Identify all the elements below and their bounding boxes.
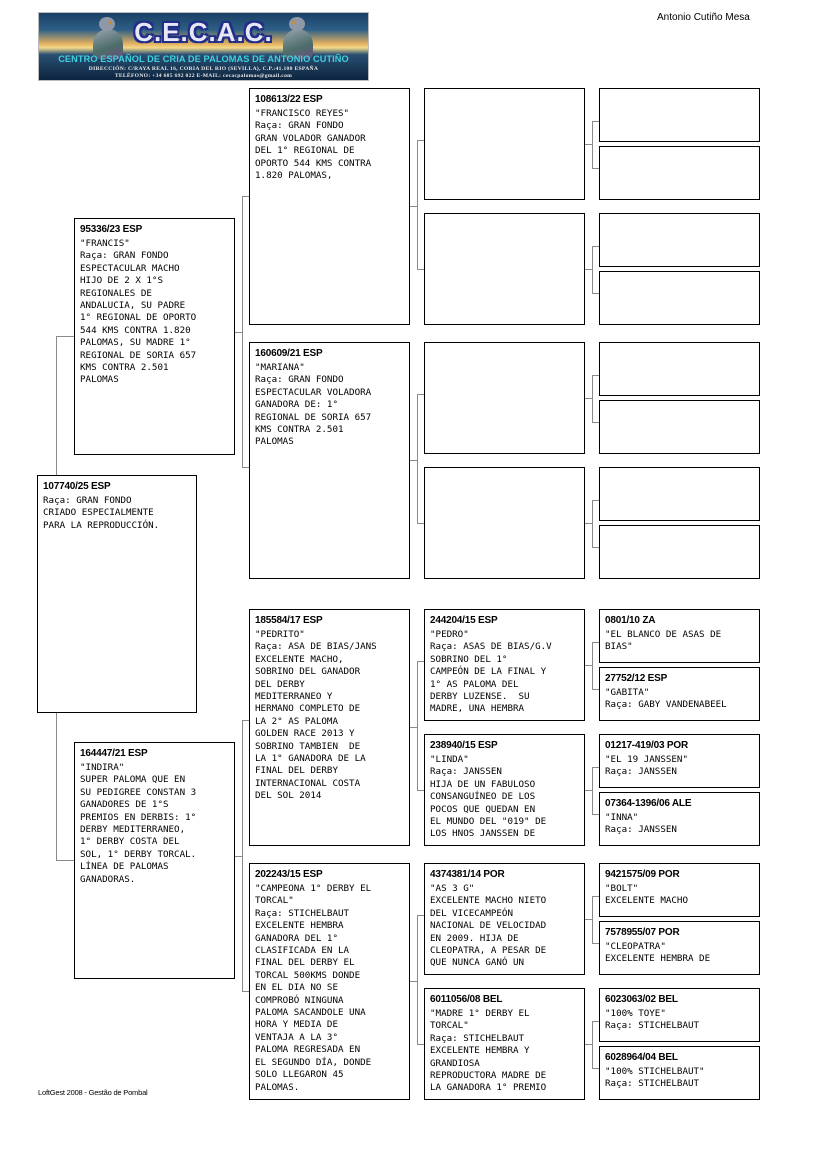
bird-description-line: Raça: STICHELBAUT — [255, 907, 350, 919]
connector-line — [592, 168, 599, 169]
bird-description-line: LOS HNOS JANSSEN DE — [430, 828, 536, 840]
connector-line — [235, 332, 242, 333]
connector-line — [592, 896, 599, 897]
gen4-box[interactable] — [599, 271, 760, 325]
connector-line — [592, 943, 599, 944]
connector-line — [592, 375, 593, 422]
gen4-box[interactable] — [599, 213, 760, 267]
bird-description-line: PALOMAS — [80, 374, 119, 386]
ring-number: 202243/15 ESP — [255, 869, 323, 880]
connector-line — [585, 1044, 592, 1045]
bird-description-first-line: "MADRE 1° DERBY EL — [430, 1008, 530, 1019]
connector-line — [417, 140, 424, 141]
ring-number: 164447/21 ESP — [80, 748, 148, 759]
bird-description-line: ANDALUCIA, SU PADRE — [80, 300, 186, 312]
bird-description-line: TORCAL" — [430, 1020, 469, 1032]
bird-description-line: Raça: JANSSEN — [605, 766, 677, 778]
bird-description-line: PALOMAS, SU MADRE 1° — [80, 337, 191, 349]
ring-number: 6028964/04 BEL — [605, 1052, 678, 1063]
bird-description-first-line: "100% STICHELBAUT" — [605, 1066, 705, 1077]
bird-description-line: REGIONALES DE — [80, 287, 152, 299]
ring-number: 238940/15 ESP — [430, 740, 498, 751]
bird-description-line: Raça: JANSSEN — [605, 824, 677, 836]
ring-number: 244204/15 ESP — [430, 615, 498, 626]
connector-line — [592, 1021, 599, 1022]
bird-description-line: INTERNACIONAL COSTA — [255, 777, 361, 789]
bird-description-line: 1.820 PALOMAS, — [255, 170, 333, 182]
bird-description-line: DERBY MEDITERRANEO, — [80, 824, 186, 836]
logo-address: DIRECCIÓN: C/RAYA REAL 16, CORIA DEL RIO (SEVILLA), C.P.:41.100 ESPAÑA — [88, 66, 319, 72]
bird-description-line: Raça: ASA DE BIAS/JANS — [255, 641, 377, 653]
connector-line — [592, 500, 599, 501]
gen3-box[interactable] — [424, 88, 585, 200]
connector-line — [592, 293, 599, 294]
bird-description-line: MEDITERRANEO Y — [255, 691, 333, 703]
bird-description-line: TORCAL 500KMS DONDE — [255, 969, 361, 981]
footer-software-credit: LoftGest 2008 - Gestão de Pombal — [38, 1088, 148, 1097]
connector-line — [417, 140, 418, 269]
bird-description-line: POCOS QUE QUEDAN EN — [430, 803, 536, 815]
bird-description-line: PALOMA REGRESADA EN — [255, 1044, 361, 1056]
bird-description-line: MADRE, UNA HEMBRA — [430, 703, 525, 715]
bird-description-line: EN EL DIA NO SE — [255, 982, 338, 994]
gen3-box[interactable] — [424, 342, 585, 454]
bird-description-line: EXCELENTE MACHO NIETO — [430, 895, 547, 907]
bird-description-line: GANADORES DE 1°S — [80, 799, 169, 811]
connector-line — [242, 991, 249, 992]
bird-description-line: Raça: STICHELBAUT — [430, 1032, 525, 1044]
bird-description-line: LA GANADORA 1° PREMIO — [430, 1082, 547, 1094]
bird-description-line: GRAN VOLADOR GANADOR — [255, 132, 366, 144]
connector-line — [410, 460, 417, 461]
bird-description-line: CLEOPATRA, A PESAR DE — [430, 945, 547, 957]
connector-line — [417, 661, 424, 662]
connector-line — [585, 665, 592, 666]
gen4-box[interactable] — [599, 1046, 760, 1100]
connector-line — [242, 720, 243, 992]
bird-description-line: PALOMA SACANDOLE UNA — [255, 1007, 366, 1019]
bird-description-line: OPORTO 544 KMS CONTRA — [255, 157, 372, 169]
bird-description-line: Raça: GRAN FONDO — [80, 250, 169, 262]
bird-description-line: KMS CONTRA 2.501 — [80, 362, 169, 374]
connector-line — [592, 246, 593, 293]
ring-number: 6011056/08 BEL — [430, 994, 503, 1005]
bird-description-first-line: "GABITA" — [605, 687, 650, 698]
bird-description-first-line: "100% TOYE" — [605, 1008, 666, 1019]
dam-dam-box[interactable] — [249, 863, 410, 1100]
gen4-box[interactable] — [599, 921, 760, 975]
bird-description-first-line: "INNA" — [605, 812, 639, 823]
bird-description-first-line: "PEDRITO" — [255, 629, 305, 640]
ring-number: 185584/17 ESP — [255, 615, 323, 626]
connector-line — [242, 467, 249, 468]
ring-number: 107740/25 ESP — [43, 481, 111, 492]
bird-description-line: Raça: STICHELBAUT — [605, 1078, 700, 1090]
gen4-box[interactable] — [599, 342, 760, 396]
bird-description-line: GOLDEN RACE 2013 Y — [255, 728, 355, 740]
connector-line — [592, 642, 599, 643]
ring-number: 01217-419/03 POR — [605, 740, 688, 751]
bird-description-line: DEL DERBY — [255, 678, 305, 690]
bird-description-line: SOBRINO TAMBIEN DE — [255, 740, 361, 752]
connector-line — [417, 1044, 424, 1045]
connector-line — [592, 547, 599, 548]
logo-title: C.E.C.A.C. — [134, 17, 273, 47]
connector-line — [417, 269, 424, 270]
bird-description-first-line: "BOLT" — [605, 883, 639, 894]
gen3-box[interactable] — [424, 734, 585, 846]
ring-number: 27752/12 ESP — [605, 673, 668, 684]
bird-description-line: CRIADO ESPECIALMENTE — [43, 507, 154, 519]
bird-description-line: GANADORAS. — [80, 873, 136, 885]
dam-sire-box[interactable] — [249, 609, 410, 846]
gen3-box[interactable] — [424, 863, 585, 975]
connector-line — [56, 713, 57, 861]
connector-line — [592, 375, 599, 376]
bird-description-line: PALOMAS — [255, 436, 294, 448]
connector-line — [417, 915, 424, 916]
bird-description-first-line: "LINDA" — [430, 754, 469, 765]
connector-line — [417, 523, 424, 524]
bird-description-line: EXCELENTE HEMBRA — [255, 920, 344, 932]
bird-description-line: DEL VICECAMPEÓN — [430, 907, 513, 919]
bird-description-line: DEL SOL 2014 — [255, 790, 322, 802]
gen3-box[interactable] — [424, 988, 585, 1100]
bird-description-first-line: "CAMPEONA 1° DERBY EL — [255, 883, 372, 894]
bird-description-line: LÍNEA DE PALOMAS — [80, 861, 169, 873]
bird-description-line: EL SEGUNDO DÍA, DONDE — [255, 1056, 372, 1068]
bird-description-line: LA 1° GANADORA DE LA — [255, 753, 366, 765]
connector-line — [592, 246, 599, 247]
connector-line — [417, 915, 418, 1044]
gen3-box[interactable] — [424, 609, 585, 721]
connector-line — [410, 727, 417, 728]
ring-number: 108613/22 ESP — [255, 94, 323, 105]
gen4-box[interactable] — [599, 734, 760, 788]
bird-description-line: GANADORA DEL 1° — [255, 932, 338, 944]
connector-line — [592, 500, 593, 547]
connector-line — [592, 814, 599, 815]
bird-description-line: Raça: GRAN FONDO — [255, 120, 344, 132]
ring-number: 4374381/14 POR — [430, 869, 505, 880]
bird-description-first-line: "PEDRO" — [430, 629, 469, 640]
connector-line — [56, 336, 57, 475]
bird-description-line: EN 2009. HIJA DE — [430, 932, 519, 944]
bird-description-first-line: "EL 19 JANSSEN" — [605, 754, 688, 765]
bird-description-line: SUPER PALOMA QUE EN — [80, 774, 186, 786]
connector-line — [592, 767, 599, 768]
gen4-box[interactable] — [599, 863, 760, 917]
bird-description-line: CLASIFICADA EN LA — [255, 945, 350, 957]
bird-description-line: EXCELENTE MACHO — [605, 895, 688, 907]
bird-description-first-line: "AS 3 G" — [430, 883, 475, 894]
bird-description-first-line: "FRANCISCO REYES" — [255, 108, 350, 119]
ring-number: 95336/23 ESP — [80, 224, 143, 235]
subject-box[interactable] — [37, 475, 197, 713]
logo-phone: TELÉFONO: +34 685 692 022 E-MAIL: cecacpalomas@gmail.com — [114, 73, 293, 79]
bird-description-line: NACIONAL DE VELOCIDAD — [430, 920, 547, 932]
gen4-box[interactable] — [599, 667, 760, 721]
bird-description-first-line: "MARIANA" — [255, 362, 305, 373]
ring-number: 160609/21 ESP — [255, 348, 323, 359]
bird-description-first-line: Raça: GRAN FONDO — [43, 495, 132, 506]
bird-description-line: CAMPEÓN DE LA FINAL Y — [430, 666, 547, 678]
gen4-box[interactable] — [599, 400, 760, 454]
bird-description-line: REGIONAL DE SORIA 657 — [255, 411, 372, 423]
bird-description-line: ESPECTACULAR MACHO — [80, 262, 180, 274]
bird-description-line: SOLO LLEGARON 45 — [255, 1069, 344, 1081]
logo-subtitle: CENTRO ESPAÑOL DE CRIA DE PALOMAS DE ANTONIO CUTIÑO — [58, 54, 349, 64]
bird-description-line: 1° AS PALOMA DEL — [430, 678, 519, 690]
bird-description-line: SU PEDIGREE CONSTAN 3 — [80, 786, 197, 798]
cecac-logo-banner — [38, 12, 369, 81]
connector-line — [592, 767, 593, 814]
connector-line — [592, 121, 599, 122]
bird-description-line: ESPECTACULAR VOLADORA — [255, 386, 372, 398]
connector-line — [592, 689, 599, 690]
owner-name: Antonio Cutiño Mesa — [657, 12, 750, 23]
bird-description-line: BIAS" — [605, 641, 633, 653]
bird-description-line: 1° REGIONAL DE OPORTO — [80, 312, 197, 324]
gen4-box[interactable] — [599, 792, 760, 846]
bird-description-line: Raça: GRAN FONDO — [255, 374, 344, 386]
bird-description-line: HIJA DE UN FABULOSO — [430, 778, 536, 790]
bird-description-line: EXCELENTE HEMBRA DE — [605, 953, 711, 965]
connector-line — [417, 394, 418, 523]
bird-description-line: EL MUNDO DEL "019" DE — [430, 816, 547, 828]
connector-line — [56, 860, 74, 861]
connector-line — [592, 1068, 599, 1069]
bird-description-line: VENTAJA A LA 3° — [255, 1031, 338, 1043]
connector-line — [585, 523, 592, 524]
connector-line — [242, 196, 249, 197]
bird-description-line: CONSANGUÍNEO DE LOS — [430, 791, 536, 803]
connector-line — [417, 661, 418, 790]
bird-description-line: Raça: JANSSEN — [430, 766, 502, 778]
connector-line — [585, 144, 592, 145]
connector-line — [585, 919, 592, 920]
bird-description-first-line: "FRANCIS" — [80, 238, 130, 249]
bird-description-line: Raça: STICHELBAUT — [605, 1020, 700, 1032]
bird-description-first-line: "CLEOPATRA" — [605, 941, 666, 952]
connector-line — [592, 896, 593, 943]
gen4-box[interactable] — [599, 467, 760, 521]
bird-description-line: GRANDIOSA — [430, 1057, 480, 1069]
bird-description-line: EXCELENTE HEMBRA Y — [430, 1045, 530, 1057]
dam-box[interactable] — [74, 742, 235, 979]
connector-line — [592, 642, 593, 689]
bird-description-line: GANADORA DE: 1° — [255, 399, 338, 411]
connector-line — [417, 394, 424, 395]
connector-line — [410, 981, 417, 982]
bird-description-first-line: "EL BLANCO DE ASAS DE — [605, 629, 722, 640]
bird-description-line: 1° DERBY COSTA DEL — [80, 836, 180, 848]
connector-line — [585, 269, 592, 270]
bird-description-line: HORA Y MEDIA DE — [255, 1019, 338, 1031]
bird-description-line: Raça: ASAS DE BIAS/G.V — [430, 641, 552, 653]
bird-description-line: KMS CONTRA 2.501 — [255, 424, 344, 436]
sire-box[interactable] — [74, 218, 235, 455]
bird-description-line: SOBRINO DEL GANADOR — [255, 666, 361, 678]
gen4-box[interactable] — [599, 146, 760, 200]
ring-number: 07364-1396/06 ALE — [605, 798, 692, 809]
bird-description-line: COMPROBÓ NINGUNA — [255, 994, 344, 1006]
bird-description-line: DERBY LUZENSE. SU — [430, 691, 530, 703]
gen4-box[interactable] — [599, 609, 760, 663]
bird-description-line: DEL 1° REGIONAL DE — [255, 145, 355, 157]
connector-line — [242, 720, 249, 721]
connector-line — [56, 336, 74, 337]
ring-number: 0801/10 ZA — [605, 615, 656, 626]
ring-number: 7578955/07 POR — [605, 927, 680, 938]
bird-description-line: LA 2° AS PALOMA — [255, 715, 338, 727]
bird-description-line: Raça: GABY VANDENABEEL — [605, 699, 727, 711]
bird-description-line: PREMIOS EN DERBIS: 1° — [80, 811, 197, 823]
bird-description-line: HIJO DE 2 X 1°S — [80, 275, 163, 287]
bird-description-line: HERMANO COMPLETO DE — [255, 703, 361, 715]
bird-description-line: REGIONAL DE SORIA 657 — [80, 349, 197, 361]
connector-line — [410, 206, 417, 207]
gen4-box[interactable] — [599, 88, 760, 142]
bird-description-line: PALOMAS. — [255, 1081, 300, 1093]
bird-description-line: FINAL DEL DERBY EL — [255, 957, 355, 969]
connector-line — [585, 398, 592, 399]
gen4-box[interactable] — [599, 988, 760, 1042]
bird-description-line: QUE NUNCA GANÓ UN — [430, 957, 525, 969]
gen3-box[interactable] — [424, 467, 585, 579]
bird-description-line: 544 KMS CONTRA 1.820 — [80, 324, 191, 336]
bird-description-line: FINAL DEL DERBY — [255, 765, 338, 777]
bird-description-line: PARA LA REPRODUCCIÓN. — [43, 519, 160, 531]
sire-dam-box[interactable] — [249, 342, 410, 579]
connector-line — [592, 1021, 593, 1068]
connector-line — [235, 856, 242, 857]
connector-line — [585, 790, 592, 791]
bird-description-line: TORCAL" — [255, 895, 294, 907]
bird-description-line: SOL, 1° DERBY TORCAL. — [80, 848, 197, 860]
bird-description-first-line: "INDIRA" — [80, 762, 125, 773]
bird-description-line: EXCELENTE MACHO, — [255, 653, 344, 665]
bird-description-line: SOBRINO DEL 1° — [430, 653, 508, 665]
ring-number: 9421575/09 POR — [605, 869, 680, 880]
connector-line — [417, 790, 424, 791]
gen4-box[interactable] — [599, 525, 760, 579]
connector-line — [242, 196, 243, 468]
connector-line — [592, 422, 599, 423]
connector-line — [592, 121, 593, 168]
gen3-box[interactable] — [424, 213, 585, 325]
sire-sire-box[interactable] — [249, 88, 410, 325]
ring-number: 6023063/02 BEL — [605, 994, 678, 1005]
bird-description-line: REPRODUCTORA MADRE DE — [430, 1070, 547, 1082]
